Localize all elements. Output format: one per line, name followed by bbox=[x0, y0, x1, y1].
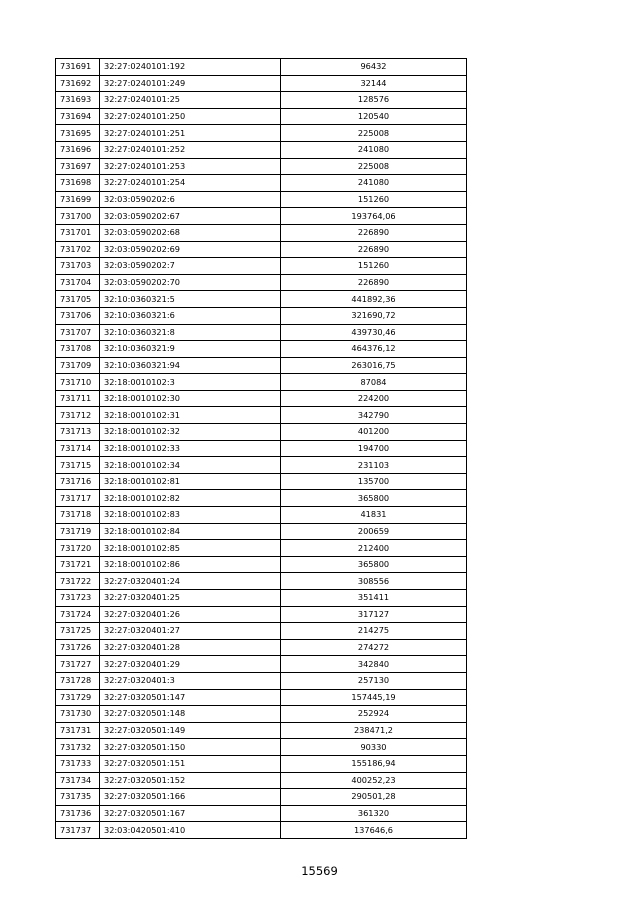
table-row bbox=[56, 175, 467, 192]
row-number-cell: 731728 bbox=[56, 672, 100, 689]
value-cell: 41831 bbox=[281, 507, 467, 524]
row-number-cell: 731712 bbox=[56, 407, 100, 424]
value-cell: 274272 bbox=[281, 639, 467, 656]
cadastral-number-cell: 32:18:0010102:81 bbox=[100, 473, 281, 490]
value-cell: 365800 bbox=[281, 556, 467, 573]
cadastral-number-cell: 32:03:0590202:6 bbox=[100, 191, 281, 208]
row-number-cell: 731729 bbox=[56, 689, 100, 706]
table-row bbox=[56, 374, 467, 391]
table-row bbox=[56, 722, 467, 739]
table-row bbox=[56, 490, 467, 507]
cadastral-number-cell: 32:27:0320401:29 bbox=[100, 656, 281, 673]
value-cell: 231103 bbox=[281, 457, 467, 474]
row-number-cell: 731693 bbox=[56, 92, 100, 109]
row-number-cell: 731707 bbox=[56, 324, 100, 341]
row-number-cell: 731733 bbox=[56, 755, 100, 772]
value-cell: 365800 bbox=[281, 490, 467, 507]
table-row bbox=[56, 274, 467, 291]
value-cell: 252924 bbox=[281, 706, 467, 723]
value-cell: 87084 bbox=[281, 374, 467, 391]
table-body bbox=[56, 59, 467, 839]
cadastral-number-cell: 32:27:0320401:26 bbox=[100, 606, 281, 623]
value-cell: 225008 bbox=[281, 158, 467, 175]
row-number-cell: 731736 bbox=[56, 805, 100, 822]
table-row bbox=[56, 59, 467, 76]
cadastral-number-cell: 32:03:0590202:7 bbox=[100, 258, 281, 275]
cadastral-number-cell: 32:27:0240101:25 bbox=[100, 92, 281, 109]
table-row bbox=[56, 341, 467, 358]
table-row bbox=[56, 623, 467, 640]
cadastral-number-cell: 32:27:0240101:249 bbox=[100, 75, 281, 92]
cadastral-number-cell: 32:03:0590202:70 bbox=[100, 274, 281, 291]
table-row bbox=[56, 523, 467, 540]
cadastral-number-cell: 32:10:0360321:9 bbox=[100, 341, 281, 358]
value-cell: 257130 bbox=[281, 672, 467, 689]
table-row bbox=[56, 606, 467, 623]
table-row bbox=[56, 755, 467, 772]
table-row bbox=[56, 424, 467, 441]
row-number-cell: 731722 bbox=[56, 573, 100, 590]
cadastral-number-cell: 32:18:0010102:86 bbox=[100, 556, 281, 573]
row-number-cell: 731721 bbox=[56, 556, 100, 573]
value-cell: 361320 bbox=[281, 805, 467, 822]
cadastral-number-cell: 32:18:0010102:84 bbox=[100, 523, 281, 540]
value-cell: 128576 bbox=[281, 92, 467, 109]
cadastral-number-cell: 32:03:0590202:67 bbox=[100, 208, 281, 225]
cadastral-number-cell: 32:27:0240101:192 bbox=[100, 59, 281, 76]
cadastral-number-cell: 32:27:0320501:147 bbox=[100, 689, 281, 706]
cadastral-number-cell: 32:18:0010102:82 bbox=[100, 490, 281, 507]
table-row bbox=[56, 390, 467, 407]
cadastral-value-table bbox=[55, 58, 467, 839]
table-row bbox=[56, 324, 467, 341]
row-number-cell: 731718 bbox=[56, 507, 100, 524]
row-number-cell: 731692 bbox=[56, 75, 100, 92]
table-row bbox=[56, 407, 467, 424]
value-cell: 317127 bbox=[281, 606, 467, 623]
cadastral-number-cell: 32:18:0010102:85 bbox=[100, 540, 281, 557]
table-row bbox=[56, 473, 467, 490]
row-number-cell: 731695 bbox=[56, 125, 100, 142]
cadastral-number-cell: 32:18:0010102:3 bbox=[100, 374, 281, 391]
value-cell: 342840 bbox=[281, 656, 467, 673]
row-number-cell: 731731 bbox=[56, 722, 100, 739]
table-row bbox=[56, 639, 467, 656]
cadastral-number-cell: 32:27:0240101:250 bbox=[100, 108, 281, 125]
row-number-cell: 731704 bbox=[56, 274, 100, 291]
table-row bbox=[56, 556, 467, 573]
row-number-cell: 731691 bbox=[56, 59, 100, 76]
row-number-cell: 731719 bbox=[56, 523, 100, 540]
cadastral-number-cell: 32:27:0240101:252 bbox=[100, 141, 281, 158]
table-row bbox=[56, 158, 467, 175]
cadastral-number-cell: 32:27:0320401:25 bbox=[100, 590, 281, 607]
value-cell: 157445,19 bbox=[281, 689, 467, 706]
table-row bbox=[56, 291, 467, 308]
row-number-cell: 731727 bbox=[56, 656, 100, 673]
cadastral-number-cell: 32:27:0240101:251 bbox=[100, 125, 281, 142]
value-cell: 226890 bbox=[281, 224, 467, 241]
table-row bbox=[56, 706, 467, 723]
row-number-cell: 731713 bbox=[56, 424, 100, 441]
table-row bbox=[56, 507, 467, 524]
value-cell: 120540 bbox=[281, 108, 467, 125]
row-number-cell: 731732 bbox=[56, 739, 100, 756]
cadastral-number-cell: 32:27:0320501:166 bbox=[100, 789, 281, 806]
row-number-cell: 731703 bbox=[56, 258, 100, 275]
cadastral-number-cell: 32:18:0010102:34 bbox=[100, 457, 281, 474]
cadastral-number-cell: 32:18:0010102:31 bbox=[100, 407, 281, 424]
row-number-cell: 731716 bbox=[56, 473, 100, 490]
table-row bbox=[56, 573, 467, 590]
row-number-cell: 731735 bbox=[56, 789, 100, 806]
cadastral-number-cell: 32:03:0590202:68 bbox=[100, 224, 281, 241]
value-cell: 224200 bbox=[281, 390, 467, 407]
row-number-cell: 731717 bbox=[56, 490, 100, 507]
row-number-cell: 731720 bbox=[56, 540, 100, 557]
value-cell: 400252,23 bbox=[281, 772, 467, 789]
cadastral-number-cell: 32:27:0320401:24 bbox=[100, 573, 281, 590]
cadastral-number-cell: 32:27:0320501:152 bbox=[100, 772, 281, 789]
table-row bbox=[56, 141, 467, 158]
value-cell: 155186,94 bbox=[281, 755, 467, 772]
row-number-cell: 731697 bbox=[56, 158, 100, 175]
row-number-cell: 731702 bbox=[56, 241, 100, 258]
value-cell: 238471,2 bbox=[281, 722, 467, 739]
value-cell: 193764,06 bbox=[281, 208, 467, 225]
row-number-cell: 731694 bbox=[56, 108, 100, 125]
cadastral-number-cell: 32:27:0240101:253 bbox=[100, 158, 281, 175]
cadastral-number-cell: 32:27:0240101:254 bbox=[100, 175, 281, 192]
cadastral-number-cell: 32:18:0010102:83 bbox=[100, 507, 281, 524]
row-number-cell: 731730 bbox=[56, 706, 100, 723]
value-cell: 241080 bbox=[281, 141, 467, 158]
value-cell: 226890 bbox=[281, 274, 467, 291]
cadastral-number-cell: 32:27:0320401:27 bbox=[100, 623, 281, 640]
table-row bbox=[56, 108, 467, 125]
page-number: 15569 bbox=[301, 864, 338, 878]
value-cell: 225008 bbox=[281, 125, 467, 142]
cadastral-number-cell: 32:27:0320401:28 bbox=[100, 639, 281, 656]
value-cell: 96432 bbox=[281, 59, 467, 76]
cadastral-number-cell: 32:10:0360321:6 bbox=[100, 307, 281, 324]
table-row bbox=[56, 357, 467, 374]
value-cell: 321690,72 bbox=[281, 307, 467, 324]
cadastral-number-cell: 32:03:0590202:69 bbox=[100, 241, 281, 258]
value-cell: 308556 bbox=[281, 573, 467, 590]
row-number-cell: 731700 bbox=[56, 208, 100, 225]
table-row bbox=[56, 224, 467, 241]
value-cell: 137646,6 bbox=[281, 822, 467, 839]
table-row bbox=[56, 540, 467, 557]
value-cell: 214275 bbox=[281, 623, 467, 640]
value-cell: 464376,12 bbox=[281, 341, 467, 358]
cadastral-number-cell: 32:03:0420501:410 bbox=[100, 822, 281, 839]
table-row bbox=[56, 307, 467, 324]
row-number-cell: 731714 bbox=[56, 440, 100, 457]
table-row bbox=[56, 191, 467, 208]
value-cell: 212400 bbox=[281, 540, 467, 557]
table-row bbox=[56, 92, 467, 109]
table-row bbox=[56, 772, 467, 789]
row-number-cell: 731737 bbox=[56, 822, 100, 839]
cadastral-number-cell: 32:27:0320501:151 bbox=[100, 755, 281, 772]
cadastral-number-cell: 32:27:0320501:150 bbox=[100, 739, 281, 756]
table-row bbox=[56, 805, 467, 822]
table-row bbox=[56, 689, 467, 706]
table-row bbox=[56, 75, 467, 92]
value-cell: 32144 bbox=[281, 75, 467, 92]
table-row bbox=[56, 440, 467, 457]
table-row bbox=[56, 822, 467, 839]
table-row bbox=[56, 656, 467, 673]
table-row bbox=[56, 590, 467, 607]
row-number-cell: 731705 bbox=[56, 291, 100, 308]
cadastral-number-cell: 32:10:0360321:94 bbox=[100, 357, 281, 374]
row-number-cell: 731711 bbox=[56, 390, 100, 407]
cadastral-number-cell: 32:18:0010102:32 bbox=[100, 424, 281, 441]
table-row bbox=[56, 672, 467, 689]
table-row bbox=[56, 208, 467, 225]
cadastral-number-cell: 32:18:0010102:30 bbox=[100, 390, 281, 407]
table-row bbox=[56, 125, 467, 142]
value-cell: 439730,46 bbox=[281, 324, 467, 341]
value-cell: 241080 bbox=[281, 175, 467, 192]
row-number-cell: 731699 bbox=[56, 191, 100, 208]
value-cell: 351411 bbox=[281, 590, 467, 607]
row-number-cell: 731698 bbox=[56, 175, 100, 192]
table-row bbox=[56, 457, 467, 474]
table-row bbox=[56, 739, 467, 756]
value-cell: 441892,36 bbox=[281, 291, 467, 308]
value-cell: 200659 bbox=[281, 523, 467, 540]
table-row bbox=[56, 241, 467, 258]
value-cell: 90330 bbox=[281, 739, 467, 756]
value-cell: 342790 bbox=[281, 407, 467, 424]
row-number-cell: 731710 bbox=[56, 374, 100, 391]
table-row bbox=[56, 789, 467, 806]
value-cell: 263016,75 bbox=[281, 357, 467, 374]
table-row bbox=[56, 258, 467, 275]
value-cell: 151260 bbox=[281, 258, 467, 275]
cadastral-number-cell: 32:27:0320501:149 bbox=[100, 722, 281, 739]
cadastral-number-cell: 32:10:0360321:8 bbox=[100, 324, 281, 341]
value-cell: 135700 bbox=[281, 473, 467, 490]
cadastral-number-cell: 32:27:0320501:167 bbox=[100, 805, 281, 822]
value-cell: 151260 bbox=[281, 191, 467, 208]
row-number-cell: 731701 bbox=[56, 224, 100, 241]
value-cell: 401200 bbox=[281, 424, 467, 441]
value-cell: 226890 bbox=[281, 241, 467, 258]
row-number-cell: 731726 bbox=[56, 639, 100, 656]
cadastral-number-cell: 32:10:0360321:5 bbox=[100, 291, 281, 308]
row-number-cell: 731725 bbox=[56, 623, 100, 640]
row-number-cell: 731724 bbox=[56, 606, 100, 623]
cadastral-number-cell: 32:27:0320501:148 bbox=[100, 706, 281, 723]
cadastral-number-cell: 32:18:0010102:33 bbox=[100, 440, 281, 457]
value-cell: 290501,28 bbox=[281, 789, 467, 806]
row-number-cell: 731696 bbox=[56, 141, 100, 158]
value-cell: 194700 bbox=[281, 440, 467, 457]
row-number-cell: 731734 bbox=[56, 772, 100, 789]
row-number-cell: 731715 bbox=[56, 457, 100, 474]
cadastral-number-cell: 32:27:0320401:3 bbox=[100, 672, 281, 689]
row-number-cell: 731709 bbox=[56, 357, 100, 374]
row-number-cell: 731706 bbox=[56, 307, 100, 324]
row-number-cell: 731723 bbox=[56, 590, 100, 607]
row-number-cell: 731708 bbox=[56, 341, 100, 358]
